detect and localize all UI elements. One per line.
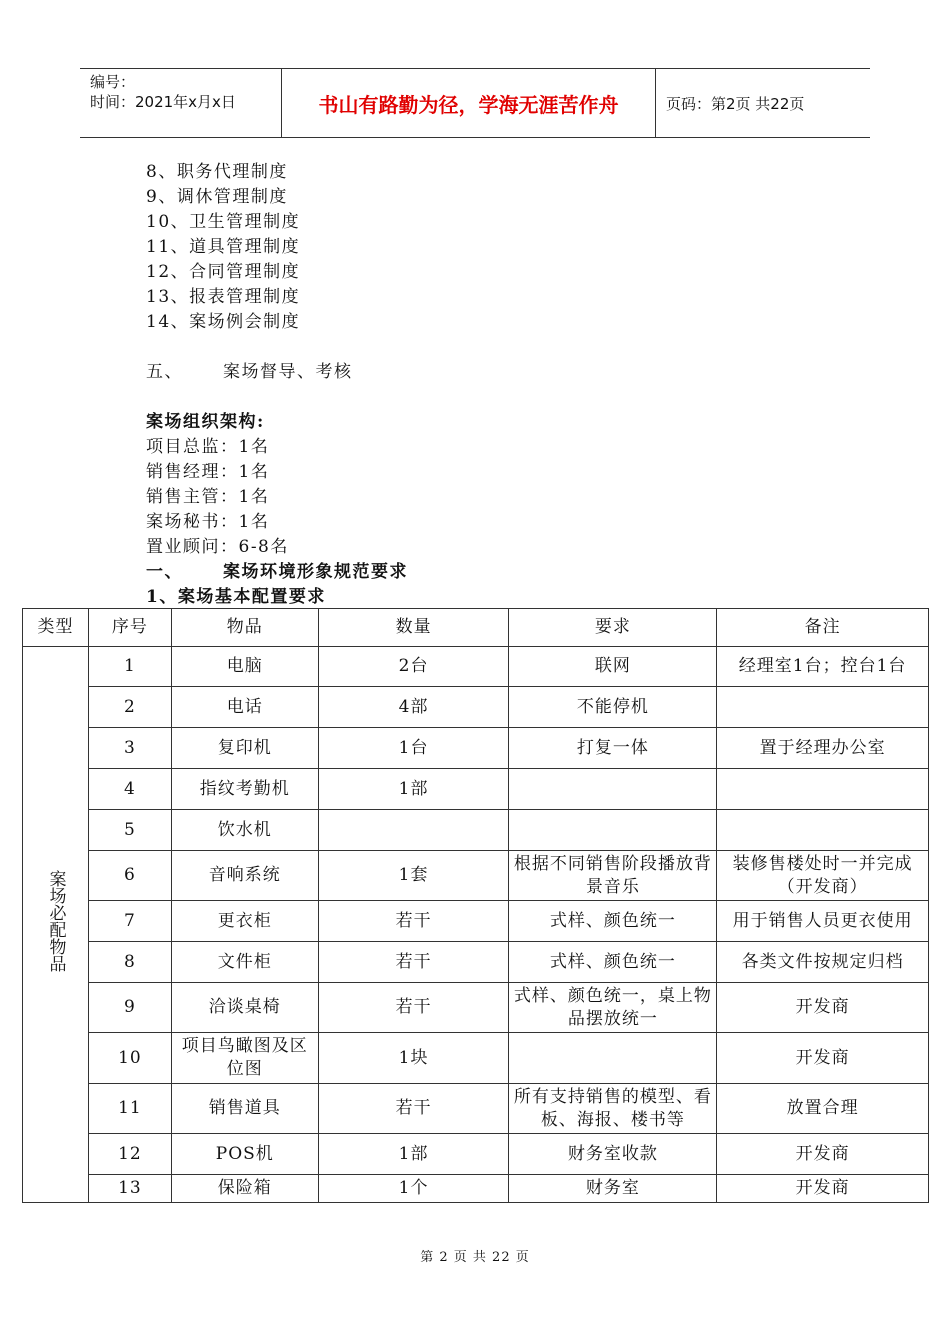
body-content [146, 160, 846, 610]
cell-req: 式样、颜色统一，桌上物品摆放统一 [509, 983, 717, 1033]
section-number: 五、 [146, 362, 183, 382]
org-item: 销售主管：1名 [146, 487, 270, 507]
subsection-title: 1、案场基本配置要求 [146, 587, 326, 607]
cell-req: 所有支持销售的模型、看板、海报、楼书等 [509, 1084, 717, 1134]
list-item: 10、卫生管理制度 [146, 212, 301, 232]
list-item: 14、案场例会制度 [146, 312, 301, 332]
cell-qty [318, 810, 509, 851]
cell-note: 用于销售人员更衣使用 [717, 901, 929, 942]
cell-note: 开发商 [717, 983, 929, 1033]
cell-qty: 1块 [318, 1033, 509, 1084]
header-cell: 序号 [88, 609, 171, 647]
cell-note: 经理室1台；控台1台 [717, 647, 929, 687]
cell-req: 财务室 [509, 1175, 717, 1203]
table-row [23, 1033, 929, 1084]
cell-no: 10 [88, 1033, 171, 1084]
cell-note: 放置合理 [717, 1084, 929, 1134]
cell-qty: 1套 [318, 851, 509, 901]
cell-qty: 1个 [318, 1175, 509, 1203]
number-label: 编号： [90, 73, 136, 91]
cell-item: 洽谈桌椅 [171, 983, 318, 1033]
cell-qty: 2台 [318, 647, 509, 687]
cell-req: 打复一体 [509, 728, 717, 769]
cell-item: 保险箱 [171, 1175, 318, 1203]
section-heading [146, 360, 846, 385]
cell-no: 4 [88, 769, 171, 810]
table-row [23, 647, 929, 687]
cell-note: 开发商 [717, 1175, 929, 1203]
header-cell: 备注 [717, 609, 929, 647]
cell-note: 开发商 [717, 1134, 929, 1175]
cell-no: 5 [88, 810, 171, 851]
list-item: 11、道具管理制度 [146, 237, 301, 257]
section-title: 案场督导、考核 [223, 362, 353, 382]
cell-note: 各类文件按规定归档 [717, 942, 929, 983]
list-item: 9、调休管理制度 [146, 187, 288, 207]
cell-no: 1 [88, 647, 171, 687]
org-item: 置业顾问：6-8名 [146, 537, 289, 557]
cell-qty: 若干 [318, 1084, 509, 1134]
page-footer: 第 2 页 共 22 页 [420, 1250, 530, 1265]
table-row [23, 810, 929, 851]
header-cell: 要求 [509, 609, 717, 647]
time-label: 时间：2021年x月x日 [90, 93, 236, 111]
cell-item: 复印机 [171, 728, 318, 769]
cell-qty: 1台 [318, 728, 509, 769]
cell-no: 11 [88, 1084, 171, 1134]
org-item: 案场秘书：1名 [146, 512, 270, 532]
org-item: 项目总监：1名 [146, 437, 270, 457]
cell-item: 指纹考勤机 [171, 769, 318, 810]
cell-req: 不能停机 [509, 687, 717, 728]
cell-item: 电脑 [171, 647, 318, 687]
cell-no: 12 [88, 1134, 171, 1175]
cell-req [509, 769, 717, 810]
cell-req: 式样、颜色统一 [509, 901, 717, 942]
section-title: 案场环境形象规范要求 [223, 562, 408, 582]
category-label: 案场必配物品 [45, 870, 66, 972]
table-row [23, 687, 929, 728]
cell-item: 更衣柜 [171, 901, 318, 942]
cell-item: 饮水机 [171, 810, 318, 851]
table-row [23, 851, 929, 901]
cell-note: 开发商 [717, 1033, 929, 1084]
cell-no: 13 [88, 1175, 171, 1203]
cell-note [717, 769, 929, 810]
table-row [23, 1084, 929, 1134]
cell-note [717, 810, 929, 851]
list-item: 13、报表管理制度 [146, 287, 301, 307]
slogan: 书山有路勤为径，学海无涯苦作舟 [282, 69, 656, 137]
config-table [22, 608, 929, 1203]
cell-item: 销售道具 [171, 1084, 318, 1134]
header-cell: 类型 [23, 609, 89, 647]
cell-no: 2 [88, 687, 171, 728]
document-header [80, 68, 870, 138]
cell-req [509, 1033, 717, 1084]
cell-item: 文件柜 [171, 942, 318, 983]
list-item: 8、职务代理制度 [146, 162, 288, 182]
table-row [23, 1134, 929, 1175]
cell-req: 联网 [509, 647, 717, 687]
cell-item: 项目鸟瞰图及区位图 [171, 1033, 318, 1084]
header-meta [80, 69, 282, 137]
cell-note: 置于经理办公室 [717, 728, 929, 769]
cell-req: 根据不同销售阶段播放背景音乐 [509, 851, 717, 901]
cell-no: 3 [88, 728, 171, 769]
cell-no: 6 [88, 851, 171, 901]
cell-no: 9 [88, 983, 171, 1033]
list-item: 12、合同管理制度 [146, 262, 301, 282]
cell-req [509, 810, 717, 851]
org-item: 销售经理：1名 [146, 462, 270, 482]
table-row [23, 901, 929, 942]
cell-req: 式样、颜色统一 [509, 942, 717, 983]
header-cell: 数量 [318, 609, 509, 647]
cell-qty: 若干 [318, 942, 509, 983]
cell-req: 财务室收款 [509, 1134, 717, 1175]
section-number: 一、 [146, 562, 183, 582]
table-header-row [23, 609, 929, 647]
category-cell [23, 647, 89, 1203]
cell-qty: 1部 [318, 769, 509, 810]
cell-item: 音响系统 [171, 851, 318, 901]
cell-qty: 1部 [318, 1134, 509, 1175]
cell-item: 电话 [171, 687, 318, 728]
cell-no: 7 [88, 901, 171, 942]
cell-item: POS机 [171, 1134, 318, 1175]
org-title: 案场组织架构: [146, 412, 265, 432]
cell-qty: 4部 [318, 687, 509, 728]
cell-note [717, 687, 929, 728]
table-row [23, 942, 929, 983]
table-row [23, 983, 929, 1033]
page-info: 页码：第2页 共22页 [666, 94, 805, 113]
cell-note: 装修售楼处时一并完成（开发商） [717, 851, 929, 901]
table-row [23, 1175, 929, 1203]
table-row [23, 769, 929, 810]
table-row [23, 728, 929, 769]
cell-no: 8 [88, 942, 171, 983]
section-heading [146, 560, 846, 585]
cell-qty: 若干 [318, 983, 509, 1033]
cell-qty: 若干 [318, 901, 509, 942]
header-cell: 物品 [171, 609, 318, 647]
